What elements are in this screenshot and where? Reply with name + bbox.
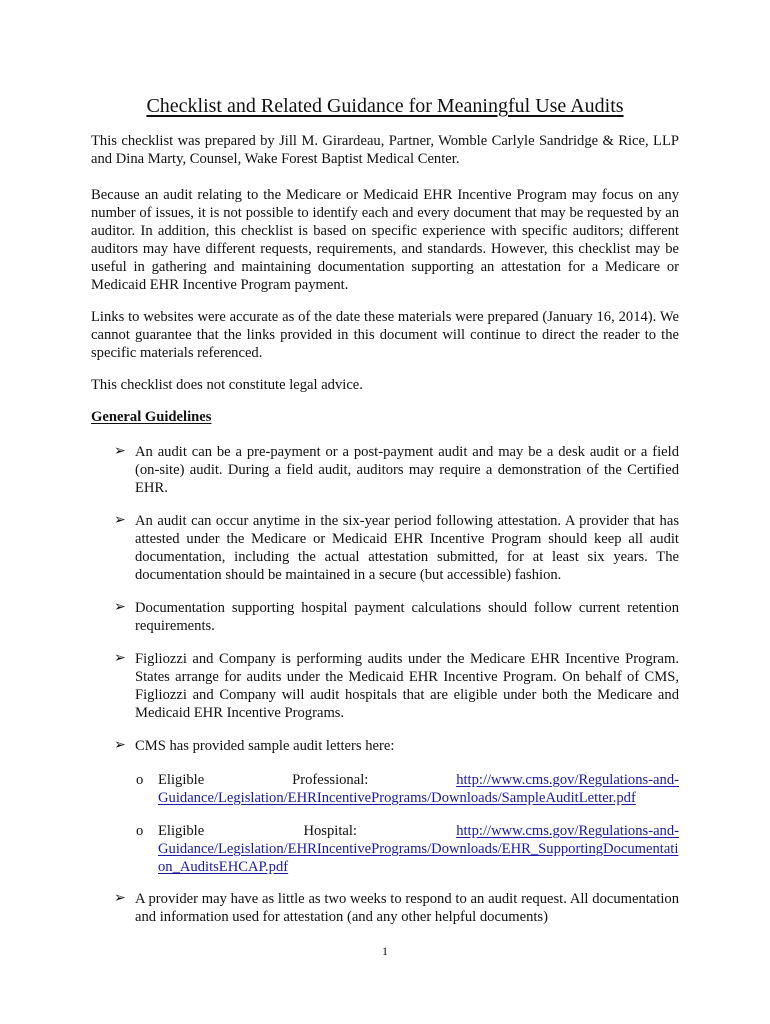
sample-letter-link[interactable]: Guidance/Legislation/EHRIncentivePrograms/Downloads/EHR_SupportingDocumentation_AuditsEHCAP.pdf — [158, 841, 679, 875]
sample-letter-item — [136, 822, 679, 876]
arrow-bullet-icon: ➢ — [114, 738, 126, 753]
sample-letter-link[interactable]: http://www.cms.gov/Regulations-and- — [456, 772, 679, 788]
sample-letter-word: Hospital: — [303, 823, 357, 839]
arrow-bullet-icon: ➢ — [114, 600, 126, 615]
intro-links-note: Links to websites were accurate as of the date these materials were prepared (January 16, 2014). We cannot guarantee that the links provided in this document will continue to direct the reader to the specific materials referenced. — [91, 309, 679, 361]
guideline-item — [114, 443, 679, 497]
guideline-text: Documentation supporting hospital payment calculations should follow current retention requirements. — [135, 600, 679, 634]
guideline-item — [114, 599, 679, 635]
intro-disclaimer: This checklist does not constitute legal advice. — [91, 377, 363, 393]
sample-letter-word: Eligible — [158, 823, 205, 839]
circle-bullet-icon: o — [136, 823, 144, 839]
arrow-bullet-icon: ➢ — [114, 891, 126, 906]
intro-audit-scope: Because an audit relating to the Medicare or Medicaid EHR Incentive Program may focus on any number of issues, it is not possible to identify each and every document that may be requested by an auditor. In addition, this checklist is based on specific experience with specific auditors; different auditors may have different requests, requirements, and standards. However, this checklist may be useful in gathering and maintaining documentation supporting an attestation for a Medicare or Medicaid EHR Incentive Program payment. — [91, 187, 679, 293]
guideline-text: An audit can be a pre-payment or a post-payment audit and may be a desk audit or a field (on-site) audit. During a field audit, auditors may require a demonstration of the Certified EHR. — [135, 444, 679, 496]
guideline-text: Figliozzi and Company is performing audits under the Medicare EHR Incentive Program. States arrange for audits under the Medicaid EHR Incentive Program. On behalf of CMS, Figliozzi and Company will audit hospitals that are eligible under both the Medicare and Medicaid EHR Incentive Programs. — [135, 651, 679, 721]
guideline-item — [114, 512, 679, 584]
guideline-text: An audit can occur anytime in the six-year period following attestation. A provider that has attested under the Medicare or Medicaid EHR Incentive Program should keep all audit documentation, including the actual attestation submitted, for at least six years. The documentation should be maintained in a secure (but accessible) fashion. — [135, 513, 679, 583]
guideline-item — [114, 890, 679, 926]
sample-letter-item — [136, 771, 679, 807]
circle-bullet-icon: o — [136, 772, 144, 788]
intro-prepared-by: This checklist was prepared by Jill M. Girardeau, Partner, Womble Carlyle Sandridge & Rice, LLP and Dina Marty, Counsel, Wake Forest Baptist Medical Center. — [91, 133, 679, 167]
sample-letter-word: Professional: — [292, 772, 369, 788]
guideline-text: CMS has provided sample audit letters here: — [135, 738, 395, 754]
guideline-item — [114, 737, 679, 755]
arrow-bullet-icon: ➢ — [114, 513, 126, 528]
document-title: Checklist and Related Guidance for Meaningful Use Audits — [146, 95, 624, 117]
sample-letter-word: Eligible — [158, 772, 205, 788]
arrow-bullet-icon: ➢ — [114, 651, 126, 666]
arrow-bullet-icon: ➢ — [114, 444, 126, 459]
page-number: 1 — [382, 944, 388, 958]
guideline-text: A provider may have as little as two weeks to respond to an audit request. All documentation and information used for attestation (and any other helpful documents) — [135, 891, 679, 925]
sample-letter-link[interactable]: Guidance/Legislation/EHRIncentivePrograms/Downloads/SampleAuditLetter.pdf — [158, 790, 636, 806]
sample-letter-link[interactable]: http://www.cms.gov/Regulations-and- — [456, 823, 679, 839]
general-guidelines-heading: General Guidelines — [91, 409, 212, 425]
guideline-item — [114, 650, 679, 722]
